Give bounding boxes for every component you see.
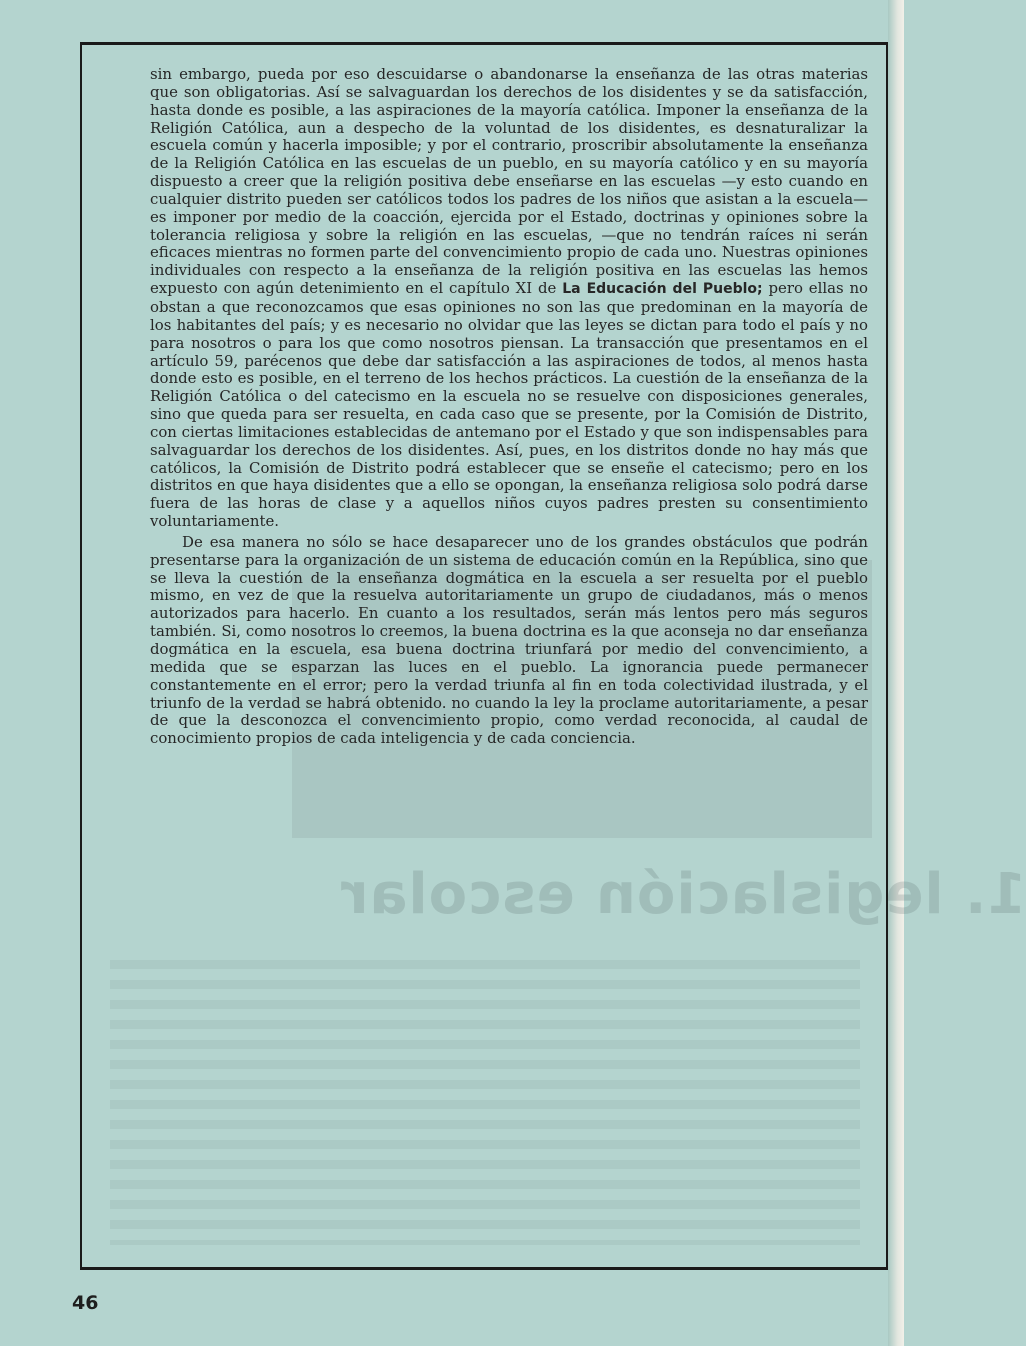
paragraph-1-part-b: pero ellas no obstan a que reconozcamos que esas opiniones no son las que predominan en la mayoría de los habitantes del país; y es necesario no olvidar que las leyes se dictan para todo el país y no para nosotros o para los que como nosotros piensan. La transacción que presentamos en el artículo 59, parécenos que debe dar satisfacción a las aspiraciones de todos, al menos hasta donde esto es posible, en el terreno de los hechos prácticos. La cuestión de la enseñanza de la Religión Católica o del catecismo en la escuela no se resuelve con disposiciones generales, sino que queda para ser resuelta, en cada caso que se presente, por la Comisión de Distrito, con ciertas limitaciones establecidas de antemano por el Estado y que son indispensables para salvaguardar los derechos de los disidentes. Así, pues, en los distritos donde no hay más que católicos, la Comisión de Distrito podrá establecer que se enseñe el catecismo; pero en los distritos en que haya disidentes que a ello se opongan, la enseñanza religiosa solo podrá darse fuera de las horas de clase y a aquellos niños cuyos padres presten su consentimiento voluntariamente. (150, 279, 869, 531)
page-edge (888, 0, 904, 1346)
show-through-heading: 1. legislación escolar (340, 862, 1026, 927)
book-title: La Educación del Pueblo; (562, 281, 763, 298)
show-through-text (110, 960, 860, 1245)
paragraph-1-part-a: sin embargo, pueda por eso descuidarse o abandonarse la enseñanza de las otras materias que son obligatorias. Así se salvaguardan los derechos de los disidentes y se da satisfacción, hasta donde es posible, a las aspiraciones de la mayoría católica. Imponer la enseñanza de la Religión Católica, aun a despecho de la voluntad de los disidentes, es desnaturalizar la escuela común y hacerla imposible; y por el contrario, proscribir absolutamente la enseñanza de la Religión Católica en las escuelas de un pueblo, en su mayoría católico y en su mayoría dispuesto a creer que la religión positiva debe enseñarse en las escuelas —y esto cuando en cualquier distrito pueden ser católicos todos los padres de los niños que asistan a la escuela— es imponer por medio de la coacción, ejercida por el Estado, doctrinas y opiniones sobre la tolerancia religiosa y sobre la religión en las escuelas, —que no tendrán raíces ni serán eficaces mientras no formen parte del convencimiento propio de cada uno. Nuestras opiniones individuales con respecto a la enseñanza de la religión positiva en las escuelas las hemos expuesto con agún detenimiento en el capítulo XI de (150, 65, 868, 298)
body-text (150, 66, 868, 748)
paragraph-2: De esa manera no sólo se hace desaparecer uno de los grandes obstáculos que podrán presentarse para la organización de un sistema de educación común en la República, sino que se lleva la cuestión de la enseñanza dogmática en la escuela a ser resuelta por el pueblo mismo, en vez de que la resuelva autoritariamente un grupo de ciudadanos, más o menos autorizados para hacerlo. En cuanto a los resultados, serán más lentos pero más seguros también. Si, como nosotros lo creemos, la buena doctrina es la que aconseja no dar enseñanza dogmática en la escuela, esa buena doctrina triunfará por medio del convencimiento, a medida que se esparzan las luces en el pueblo. La ignorancia puede permanecer constantemente en el error; pero la verdad triunfa al fin en toda colectividad ilustrada, y el triunfo de la verdad se habrá obtenido. no cuando la ley la proclame autoritariamente, a pesar de que la desconozca el convencimiento propio, como verdad reconocida, al caudal de conocimiento propios de cada inteligencia y de cada conciencia. (150, 532, 868, 748)
paragraph-1 (150, 66, 868, 531)
page-number: 46 (72, 1292, 99, 1314)
